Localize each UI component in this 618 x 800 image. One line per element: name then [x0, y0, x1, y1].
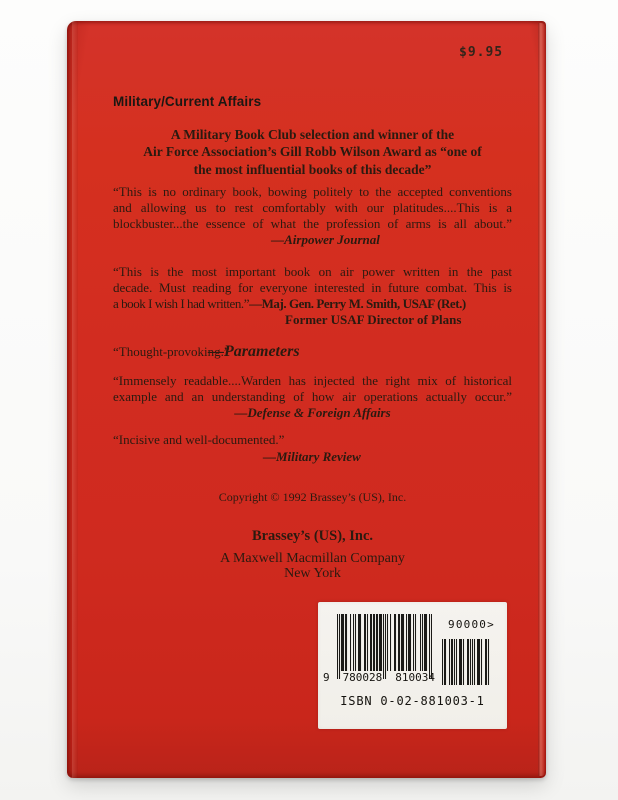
award-line: A Military Book Club selection and winner of the — [170, 127, 455, 142]
publisher-city: New York — [284, 566, 341, 581]
book-cover — [67, 21, 546, 778]
quote-defense-foreign-affairs — [113, 373, 512, 421]
spine-crease — [72, 21, 78, 778]
award-line: Air Force Association’s Gill Robb Wilson Award as “one of — [143, 144, 482, 160]
page-edge-highlight — [538, 23, 545, 776]
quote-airpower-journal — [113, 184, 512, 248]
quote-attribution: —Military Review — [263, 448, 361, 464]
quote-line: blockbuster...the essence of what the profession of arms is all about.” — [113, 215, 512, 231]
copyright-line: Copyright © 1992 Brassey’s (US), Inc. — [218, 490, 407, 504]
ean5-supplement-barcode — [442, 639, 490, 685]
quote-line: and allowing us to rest comfortably with our platitudes....This is a — [113, 199, 512, 215]
barcode-digits-right: 810034 — [395, 671, 435, 684]
barcode-supplement-label: 90000> — [448, 618, 495, 631]
quote-line: “This is no ordinary book, bowing politely to the accepted conventions — [113, 184, 512, 199]
barcode-box — [318, 602, 507, 729]
award-line: the most influential books of this decade” — [193, 161, 432, 177]
barcode-digits — [323, 671, 435, 684]
price-stamp: $9.95 — [459, 45, 504, 60]
barcode-digit-lead: 9 — [323, 671, 330, 684]
publisher-company: A Maxwell Macmillan Company — [220, 551, 405, 566]
quote-military-review — [113, 432, 512, 466]
quote-attribution: —Maj. Gen. Perry M. Smith, USAF (Ret.) — [249, 295, 466, 311]
quote-line: example and an understanding of how air operations actually occur.” — [113, 388, 512, 404]
publisher-name: Brassey’s (US), Inc. — [251, 528, 374, 544]
quote-parameters — [113, 343, 512, 359]
ean13-barcode — [337, 614, 432, 679]
quote-line: “Immensely readable....Warden has injected the right mix of historical — [113, 373, 512, 388]
quote-line-with-attribution: a book I wish I had written.”—Maj. Gen. Perry M. Smith, USAF (Ret.) — [113, 295, 466, 311]
quote-attribution-title: Former USAF Director of Plans — [285, 311, 462, 327]
category-label: Military/Current Affairs — [113, 94, 262, 109]
quote-perry-smith — [113, 264, 512, 328]
quote-attribution: —Defense & Foreign Affairs — [234, 404, 391, 420]
barcode-digits-left: 780028 — [342, 671, 383, 684]
quote-line: “This is the most important book on air power written in the past — [113, 264, 512, 279]
quote-line: “Incisive and well-documented.” — [113, 432, 285, 447]
quote-line: decade. Must reading for everyone interested in future combat. This is — [113, 279, 512, 295]
isbn-label: ISBN 0-02-881003-1 — [340, 694, 485, 708]
quote-line: “Thought-provoking.” — [113, 344, 230, 359]
award-text — [113, 126, 512, 178]
quote-attribution: —Airpower Journal — [271, 231, 380, 247]
quote-attribution: —Parameters — [208, 343, 300, 360]
